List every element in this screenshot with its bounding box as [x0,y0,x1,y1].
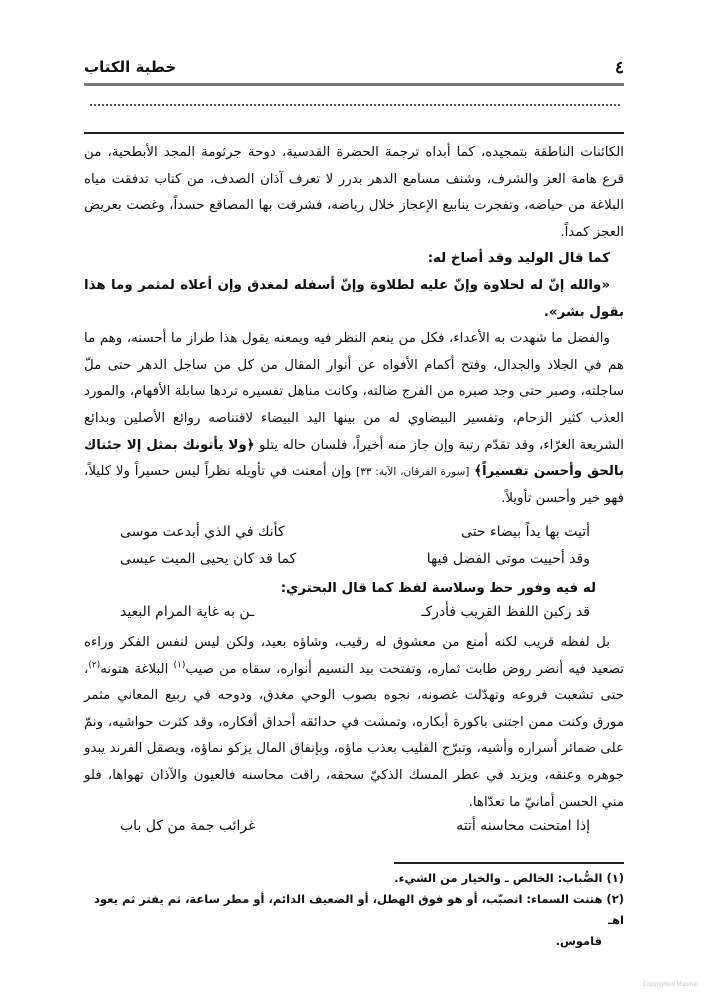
footnote-2-continuation: قاموس. [555,934,602,948]
verse-3-second-hemistich: ـن به غاية المرام البعيد [120,604,255,620]
body-rule [84,132,624,134]
footnote-2: (٢) هتنت السماء: انصبّب، أو هو فوق الهطل، أو الضعيف الدائم، أو مطر ساعة، ثم يفتر ثم يعود اهـ [94,892,624,927]
page-number: ٤ [614,58,624,78]
text-block-3 [84,630,624,816]
footnote-rule [394,862,624,864]
paragraph-4 [84,326,624,512]
verse-4-first-hemistich: إذا امتحنت محاسنه أتته [456,818,590,834]
paragraph-6-text-b: البلاغة هتونه [100,661,174,677]
verse-2-first-hemistich: وقد أحييت موتى الفضل فيها [426,551,590,567]
verse-3-first-hemistich: قد ركبن اللفظ القريب فأدركـ [421,604,590,620]
paragraph-6-text: بل لفظه قريب لكنه أمنع من معشوق له رقيب، وشاؤه بعيد، ولكن ليس لنفس الفكر وراءه تصعيد فيه أنضر روض طابت ثماره، وتفتحت بيد النسيم أنواره، سقاه من صيب [84,635,624,677]
verse-1-first-hemistich: أتيت بها يداً بيضاء حتى [461,524,590,540]
footnotes [84,868,624,952]
paragraph-6 [84,630,624,816]
quran-quote: ﴿ولا يأتونك بمثل إلا جئناك بالحق وأحسن تفسيراً﴾ [84,437,624,480]
paragraph-4-text: والفضل ما شهدت به الأعداء، فكل من ينعم النظر فيه ويمعنه يقول هذا طراز ما أحسنه، وهم ما هم في الجلاد والجدال، وفتح أكمام الأفواه عن أنوار المقال من كل من ساجل الدهر حتى ملّ ساجلته، وصبر حتى وجد صبره من الفرج ضالته، وكانت مناهل تفسيره تردها سابلة الأفهام، والمورد العذب كثير الزحام، وتفسير البيضاوي له من بينها اليد البيضاء لاقتناصه روائع الأصلين وبدائع الشريعة الغرّاء، وقد تقدّم رتبة وإن جاز منه أخيراً، فلسان حاله يتلو [84,331,624,453]
footnote-marker-2[interactable]: (٢) [88,660,101,671]
text-block-1 [84,140,624,512]
verse-2-second-hemistich: كما قد كان يحيى الميت عيسى [120,551,297,567]
page-header [84,58,624,82]
paragraph-2: كما قال الوليد وقد أصاخ له: [427,251,610,267]
footnote-1: (١) الصُّباب: الخالص ـ والخيار من الشيء. [394,871,624,885]
copyright-watermark: Copyrighted Material [642,982,698,988]
paragraph-1: الكائنات الناطقة بتمجيده، كما أبداه ترجمة الحضرة القدسية، دوحة جرثومة المجد الأبطحية، من قرع هامة العز والشرف، وشنف مسامع الدهر بدرر لا تعرف آذان الصدف، من كتاب تدفقت مياه البلاغة من حياضه، وتفجرت ينابيع الإعجاز خلال رياضه، فشرقت بها المصاقع حسداً، وغصت بعريض العجز كمداً. [84,145,624,240]
text-block-2 [84,576,624,603]
verse-line-2 [120,551,590,577]
paragraph-6-text-c: ، حتى تشعبت فروعه وتهدّلت غصونه، نجوه بصوب الوحي مغدق، ودوحه في ربيع المعاني مثمر مورق وكنت ممن اجتنى باكورة أبكاره، وتمشت في حدائقه أحداق أفكاره، وقد كثرت حواشيه، ونمّ على ضمائر أسراره وأشيه، وتبرّج القليب بعذب ماؤه، وبإنفاق المال يزكو نماؤه، ويصقل الفرند يبدو جوهره وعنقه، ويزيد في عطر المسك الذكيّ سحقه، راقت محاسنه فالعيون والآذان تهواها، فلو مني الحسن أمانيّ ما تعدّاها. [84,661,624,810]
surah-reference: [سورة الفرقان، الآية: ٣٣] [356,466,470,479]
verse-line-3 [120,604,590,630]
verse-4-second-hemistich: غرائب جمة من كل باب [120,818,256,834]
verse-line-4 [120,818,590,844]
verse-1-second-hemistich: كأنك في الذي أبدعت موسى [120,524,285,540]
verse-line-1 [120,524,590,550]
footnote-marker-1[interactable]: (١) [173,660,186,671]
paragraph-4-end: وإن أمعنت في تأويله نظراً ليس حسيراً ولا كليلاً، فهو خير وأحسن تأويلاً. [84,464,624,506]
header-rule [84,83,624,86]
paragraph-3-quote: «والله إنّ له لحلاوة وإنّ عليه لطلاوة وإنّ أسفله لمغدق وإن أعلاه لمثمر وما هذا بقول بشر». [84,277,624,320]
running-title: خطبة الكتاب [84,58,177,76]
paragraph-5: له فيه وفور حظ وسلاسة لفظ كما قال البحتري: [280,581,596,596]
dotted-separator [90,104,620,108]
